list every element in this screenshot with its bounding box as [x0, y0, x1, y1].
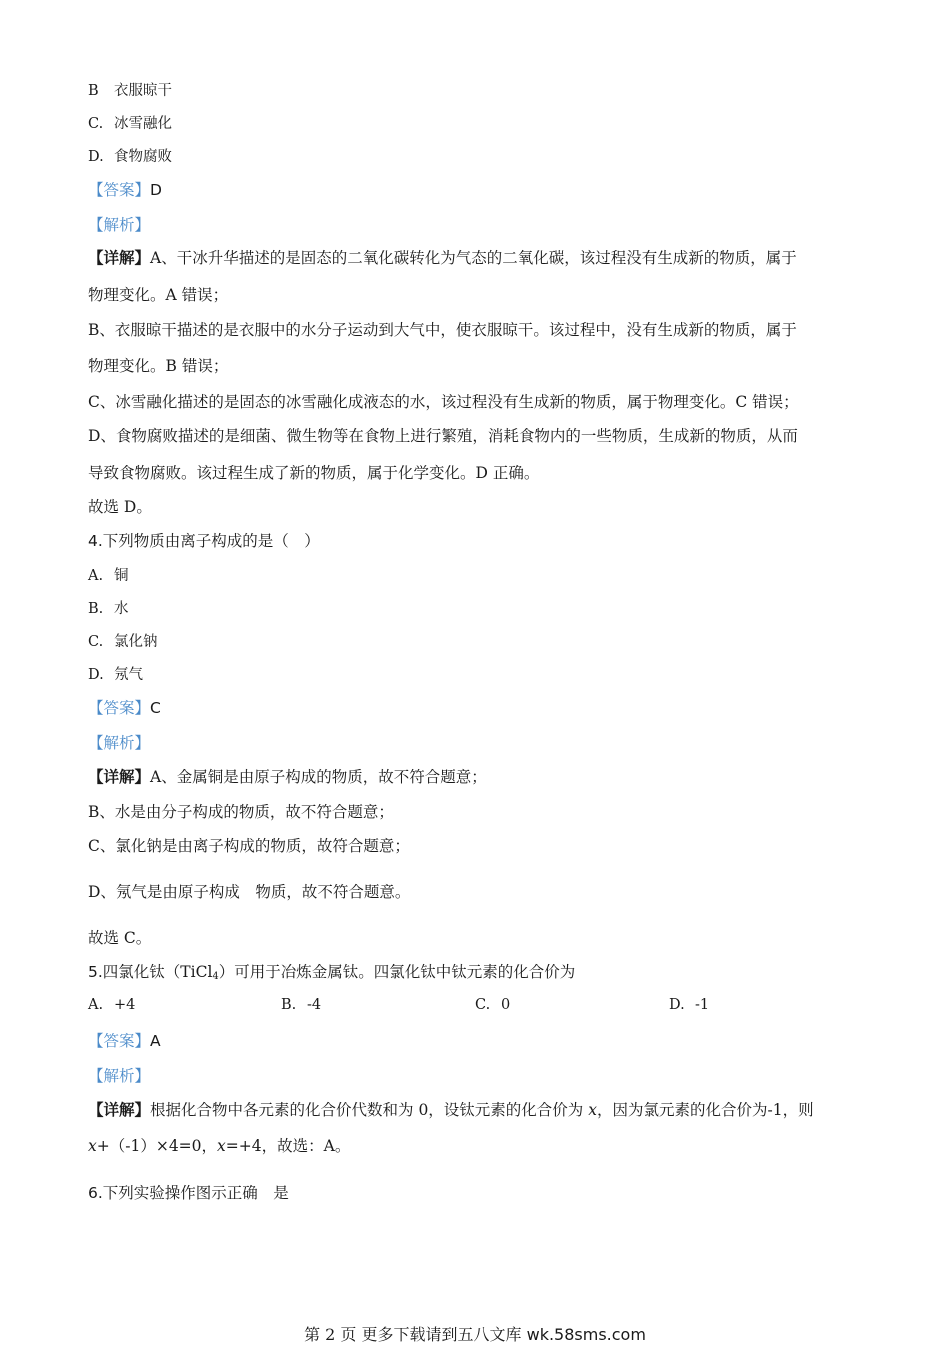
q4-option-c: C. 氯化钠 — [88, 634, 158, 650]
q5-option-c: C. 0 — [475, 997, 511, 1013]
q5-stem: 5.四氯化钛（TiCl$_4$）可用于冶炼金属钛。四氯化钛中钛元素的化合价为 — [88, 963, 576, 982]
q6-stem: 6.下列实验操作图示正确 是 — [88, 1184, 289, 1202]
q3-answer: 【答案】D — [88, 181, 162, 199]
q3-detail-line-2: 物理变化。A 错误； — [88, 286, 229, 304]
q5-answer: 【答案】A — [88, 1032, 161, 1050]
q3-detail-line-4: 物理变化。B 错误； — [88, 357, 229, 375]
q4-answer: 【答案】C — [88, 699, 161, 717]
q4-option-b: B. 水 — [88, 601, 129, 617]
q5-analysis-heading: 【解析】 — [88, 1067, 151, 1085]
q3-conclusion: 故选 D。 — [88, 498, 152, 516]
q4-detail-line-2: B、水是由分子构成的物质，故不符合题意； — [88, 803, 394, 821]
q3-detail-line-1: 【详解】A、干冰升华描述的是固态的二氧化碳转化为气态的二氧化碳，该过程没有生成新的物质，属于 — [88, 248, 797, 267]
q4-detail-line-4: D、氖气是由原子构成 物质，故不符合题意。 — [88, 883, 411, 901]
q4-option-d: D. 氖气 — [88, 667, 143, 683]
q5-option-a: A. +4 — [88, 997, 136, 1013]
q3-detail-line-7: 导致食物腐败。该过程生成了新的物质，属于化学变化。D 正确。 — [88, 464, 540, 482]
q3-option-b: B 衣服晾干 — [88, 83, 172, 99]
q4-option-a: A. 铜 — [88, 568, 129, 584]
q4-stem: 4.下列物质由离子构成的是（ ） — [88, 532, 320, 550]
q3-detail-line-3: B、衣服晾干描述的是衣服中的水分子运动到大气中，使衣服晾干。该过程中，没有生成新的物质，属于 — [88, 321, 797, 339]
q5-detail-line-2: x+（-1）×4=0，x=+4，故选：A。 — [88, 1137, 351, 1155]
footer-link[interactable]: wk.58sms.com — [526, 1325, 646, 1344]
q5-option-d: D. -1 — [669, 997, 710, 1013]
q3-detail-line-6: D、食物腐败描述的是细菌、微生物等在食物上进行繁殖，消耗食物内的一些物质，生成新的物质，从而 — [88, 427, 798, 445]
q3-analysis-heading: 【解析】 — [88, 216, 151, 234]
page-footer: 第 2 页 更多下载请到五八文库 wk.58sms.com — [304, 1325, 646, 1344]
q4-detail-line-1: 【详解】A、金属铜是由原子构成的物质，故不符合题意； — [88, 767, 487, 786]
q4-conclusion: 故选 C。 — [88, 929, 152, 947]
q5-detail-line-1: 【详解】根据化合物中各元素的化合价代数和为 0，设钛元素的化合价为 x，因为氯元素的化合价为-1，则 — [88, 1100, 814, 1119]
q5-option-b: B. -4 — [281, 997, 322, 1013]
q4-detail-line-3: C、氯化钠是由离子构成的物质，故符合题意； — [88, 837, 410, 855]
q3-option-c: C. 冰雪融化 — [88, 116, 172, 132]
q3-detail-line-5: C、冰雪融化描述的是固态的冰雪融化成液态的水，该过程没有生成新的物质，属于物理变化。C 错误； — [88, 393, 799, 411]
q3-option-d: D. 食物腐败 — [88, 149, 172, 165]
q4-analysis-heading: 【解析】 — [88, 734, 151, 752]
